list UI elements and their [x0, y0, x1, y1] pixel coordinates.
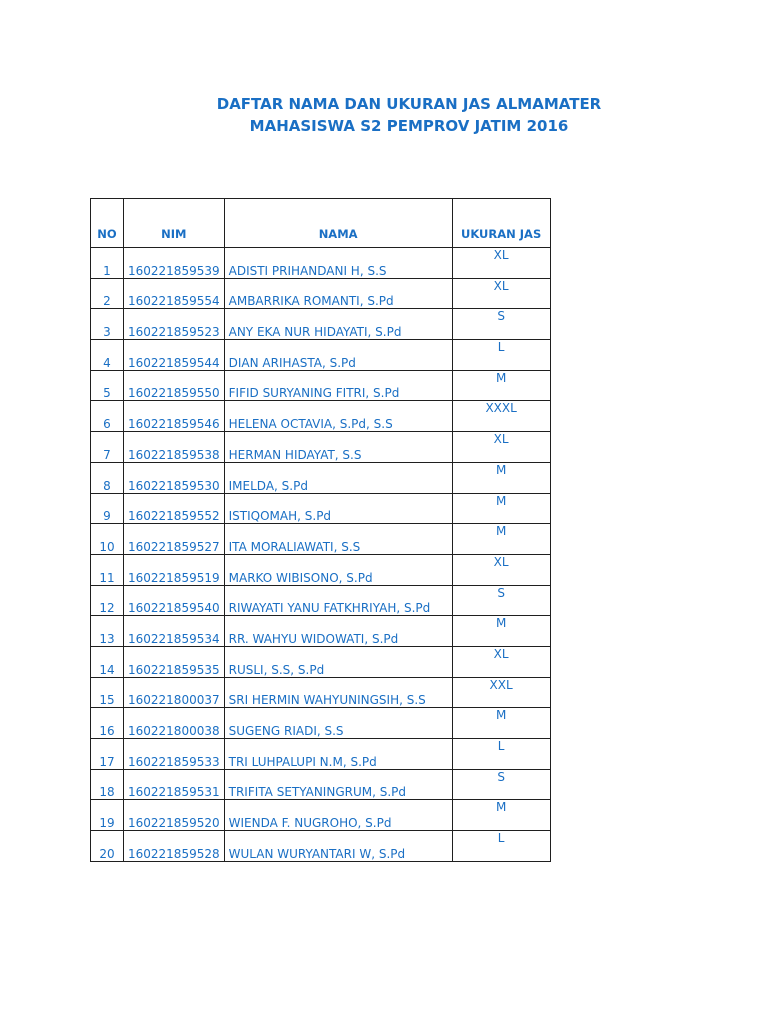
- row-ukuran-cell: XL: [452, 432, 550, 463]
- row-no-cell: 19: [91, 800, 124, 831]
- table-row: [91, 677, 551, 708]
- row-ukuran-cell: S: [452, 309, 550, 340]
- row-no-cell: 6: [91, 401, 124, 432]
- row-ukuran-cell: XL: [452, 646, 550, 677]
- header-ukuran-jas: UKURAN JAS: [452, 199, 550, 248]
- row-no-cell: 14: [91, 646, 124, 677]
- row-nim-cell: 160221859523: [124, 309, 225, 340]
- table-row: [91, 524, 551, 555]
- row-nim-cell: 160221859519: [124, 554, 225, 585]
- table-body: [91, 248, 551, 862]
- row-nim-cell: 160221859546: [124, 401, 225, 432]
- row-nim-cell: 160221859533: [124, 739, 225, 770]
- row-no-cell: 1: [91, 248, 124, 279]
- row-nama-cell: ISTIQOMAH, S.Pd: [224, 493, 452, 524]
- row-nama-cell: WIENDA F. NUGROHO, S.Pd: [224, 800, 452, 831]
- row-nim-cell: 160221859530: [124, 462, 225, 493]
- row-ukuran-cell: XL: [452, 554, 550, 585]
- row-no-cell: 3: [91, 309, 124, 340]
- table-row: [91, 800, 551, 831]
- row-ukuran-cell: XL: [452, 248, 550, 279]
- row-ukuran-cell: S: [452, 769, 550, 800]
- row-nim-cell: 160221859535: [124, 646, 225, 677]
- row-no-cell: 5: [91, 370, 124, 401]
- row-ukuran-cell: M: [452, 524, 550, 555]
- row-ukuran-cell: XXXL: [452, 401, 550, 432]
- student-size-table: [90, 198, 551, 862]
- table-row: [91, 554, 551, 585]
- row-ukuran-cell: M: [452, 616, 550, 647]
- header-nim: NIM: [124, 199, 225, 248]
- table-row: [91, 831, 551, 862]
- row-nama-cell: RUSLI, S.S, S.Pd: [224, 646, 452, 677]
- row-nama-cell: HERMAN HIDAYAT, S.S: [224, 432, 452, 463]
- row-no-cell: 4: [91, 340, 124, 371]
- header-nama: NAMA: [224, 199, 452, 248]
- table-row: [91, 585, 551, 616]
- row-no-cell: 2: [91, 278, 124, 309]
- row-no-cell: 11: [91, 554, 124, 585]
- row-nama-cell: SRI HERMIN WAHYUNINGSIH, S.S: [224, 677, 452, 708]
- table-row: [91, 309, 551, 340]
- row-no-cell: 17: [91, 739, 124, 770]
- table-row: [91, 616, 551, 647]
- row-nim-cell: 160221859552: [124, 493, 225, 524]
- row-nim-cell: 160221859539: [124, 248, 225, 279]
- row-ukuran-cell: M: [452, 370, 550, 401]
- table-row: [91, 739, 551, 770]
- row-no-cell: 18: [91, 769, 124, 800]
- title-line-2: MAHASISWA S2 PEMPROV JATIM 2016: [249, 117, 569, 135]
- row-nim-cell: 160221859528: [124, 831, 225, 862]
- table-row: [91, 432, 551, 463]
- row-no-cell: 20: [91, 831, 124, 862]
- table-row: [91, 769, 551, 800]
- row-no-cell: 10: [91, 524, 124, 555]
- row-nama-cell: MARKO WIBISONO, S.Pd: [224, 554, 452, 585]
- row-no-cell: 12: [91, 585, 124, 616]
- row-ukuran-cell: M: [452, 462, 550, 493]
- table-header-row: [91, 199, 551, 248]
- row-ukuran-cell: L: [452, 340, 550, 371]
- row-nama-cell: AMBARRIKA ROMANTI, S.Pd: [224, 278, 452, 309]
- row-nama-cell: ANY EKA NUR HIDAYATI, S.Pd: [224, 309, 452, 340]
- row-nim-cell: 160221800037: [124, 677, 225, 708]
- row-ukuran-cell: XXL: [452, 677, 550, 708]
- row-nim-cell: 160221859527: [124, 524, 225, 555]
- row-nama-cell: FIFID SURYANING FITRI, S.Pd: [224, 370, 452, 401]
- row-nama-cell: ITA MORALIAWATI, S.S: [224, 524, 452, 555]
- row-nama-cell: ADISTI PRIHANDANI H, S.S: [224, 248, 452, 279]
- table-row: [91, 370, 551, 401]
- row-nama-cell: HELENA OCTAVIA, S.Pd, S.S: [224, 401, 452, 432]
- table-row: [91, 493, 551, 524]
- row-no-cell: 9: [91, 493, 124, 524]
- header-no: NO: [91, 199, 124, 248]
- document-title: [0, 93, 768, 137]
- row-no-cell: 7: [91, 432, 124, 463]
- row-ukuran-cell: S: [452, 585, 550, 616]
- row-nim-cell: 160221859531: [124, 769, 225, 800]
- row-ukuran-cell: XL: [452, 278, 550, 309]
- row-ukuran-cell: M: [452, 708, 550, 739]
- row-ukuran-cell: L: [452, 831, 550, 862]
- row-nim-cell: 160221859544: [124, 340, 225, 371]
- title-line-1: DAFTAR NAMA DAN UKURAN JAS ALMAMATER: [216, 95, 602, 113]
- table-row: [91, 646, 551, 677]
- row-ukuran-cell: M: [452, 493, 550, 524]
- table-row: [91, 708, 551, 739]
- table-row: [91, 278, 551, 309]
- row-no-cell: 16: [91, 708, 124, 739]
- table-row: [91, 248, 551, 279]
- row-nama-cell: TRIFITA SETYANINGRUM, S.Pd: [224, 769, 452, 800]
- row-nim-cell: 160221859554: [124, 278, 225, 309]
- row-nama-cell: RR. WAHYU WIDOWATI, S.Pd: [224, 616, 452, 647]
- row-nama-cell: TRI LUHPALUPI N.M, S.Pd: [224, 739, 452, 770]
- row-nim-cell: 160221859520: [124, 800, 225, 831]
- row-nama-cell: SUGENG RIADI, S.S: [224, 708, 452, 739]
- row-no-cell: 13: [91, 616, 124, 647]
- row-nim-cell: 160221859534: [124, 616, 225, 647]
- row-nama-cell: WULAN WURYANTARI W, S.Pd: [224, 831, 452, 862]
- row-nama-cell: DIAN ARIHASTA, S.Pd: [224, 340, 452, 371]
- row-nama-cell: RIWAYATI YANU FATKHRIYAH, S.Pd: [224, 585, 452, 616]
- row-nim-cell: 160221800038: [124, 708, 225, 739]
- table-row: [91, 462, 551, 493]
- row-ukuran-cell: L: [452, 739, 550, 770]
- row-nama-cell: IMELDA, S.Pd: [224, 462, 452, 493]
- row-nim-cell: 160221859538: [124, 432, 225, 463]
- row-ukuran-cell: M: [452, 800, 550, 831]
- row-no-cell: 8: [91, 462, 124, 493]
- table-row: [91, 340, 551, 371]
- row-nim-cell: 160221859550: [124, 370, 225, 401]
- table-row: [91, 401, 551, 432]
- row-no-cell: 15: [91, 677, 124, 708]
- row-nim-cell: 160221859540: [124, 585, 225, 616]
